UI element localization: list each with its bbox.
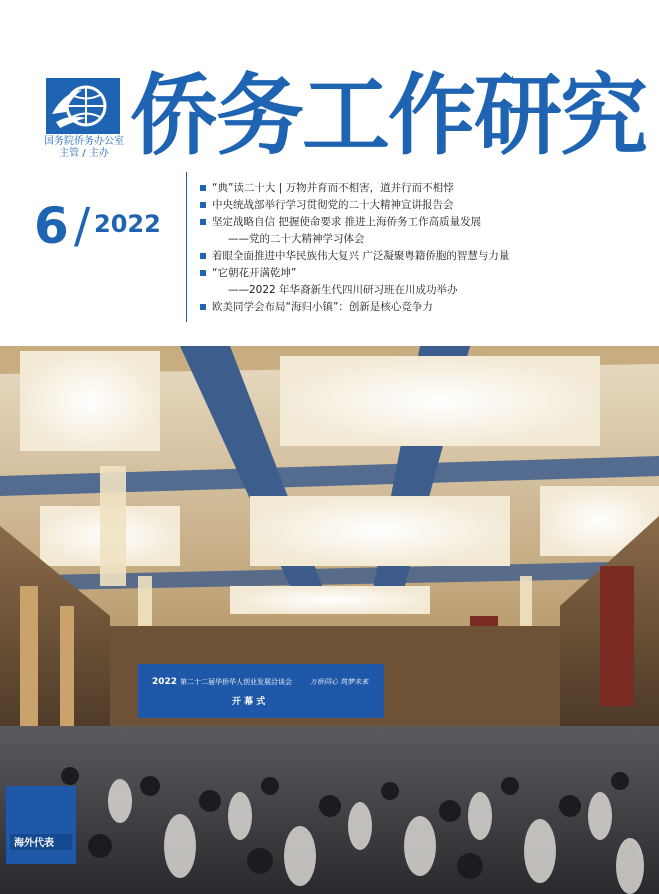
toc-item[interactable] — [212, 214, 652, 248]
toc-item-title: “它朝花开满乾坤” — [212, 267, 297, 279]
toc-item-title: 坚定战略自信 把握使命要求 推进上海侨务工作高质量发展 — [212, 216, 482, 228]
issue-year: 2022 — [94, 210, 161, 238]
toc-item-title: 着眼全面推进中华民族伟大复兴 广泛凝聚粤籍侨胞的智慧与力量 — [212, 250, 510, 262]
toc-item-title: 中央统战部举行学习贯彻党的二十大精神宣讲报告会 — [212, 199, 454, 211]
issue-slash: / — [74, 198, 91, 254]
conference-hall-illustration — [0, 346, 659, 894]
globe-logo-icon — [46, 78, 120, 134]
issue-number: 6 — [34, 197, 69, 255]
toc-item-subtitle: ——2022 年华裔新生代四川研习班在川成功举办 — [228, 284, 458, 296]
toc-item[interactable] — [212, 197, 652, 214]
toc-item[interactable] — [212, 265, 652, 299]
screen-slogan: 万侨同心 筑梦未来 — [310, 678, 369, 686]
publisher-name: 国务院侨务办公室 — [44, 136, 124, 147]
publisher-role: 主管 / 主办 — [59, 148, 109, 159]
toc-item-title: “典”读二十大 | 万物并育而不相害，道并行而不相悖 — [212, 182, 454, 194]
publisher-credit — [34, 136, 134, 160]
toc-item[interactable] — [212, 180, 652, 197]
stage-screen — [138, 664, 384, 718]
magazine-title: 侨务工作研究 — [130, 64, 647, 167]
toc-item-title: 欧美同学会布局“海归小镇”：创新是核心竞争力 — [212, 301, 433, 313]
screen-ceremony: 开 幕 式 — [232, 697, 266, 707]
overseas-representatives-sign — [6, 786, 76, 864]
square-bullet-icon — [200, 270, 206, 276]
toc-item[interactable] — [212, 248, 652, 265]
square-bullet-icon — [200, 219, 206, 225]
screen-banner: 第二十二届华侨华人创业发展洽谈会 — [180, 678, 292, 686]
screen-year: 2022 — [152, 677, 178, 687]
square-bullet-icon — [200, 253, 206, 259]
square-bullet-icon — [200, 202, 206, 208]
table-of-contents — [212, 180, 652, 316]
toc-item[interactable] — [212, 299, 652, 316]
square-bullet-icon — [200, 304, 206, 310]
divider-line — [186, 172, 187, 322]
cover-photo — [0, 346, 659, 894]
sign-text: 海外代表 — [14, 838, 54, 849]
square-bullet-icon — [200, 185, 206, 191]
toc-item-subtitle: ——党的二十大精神学习体会 — [228, 233, 365, 245]
